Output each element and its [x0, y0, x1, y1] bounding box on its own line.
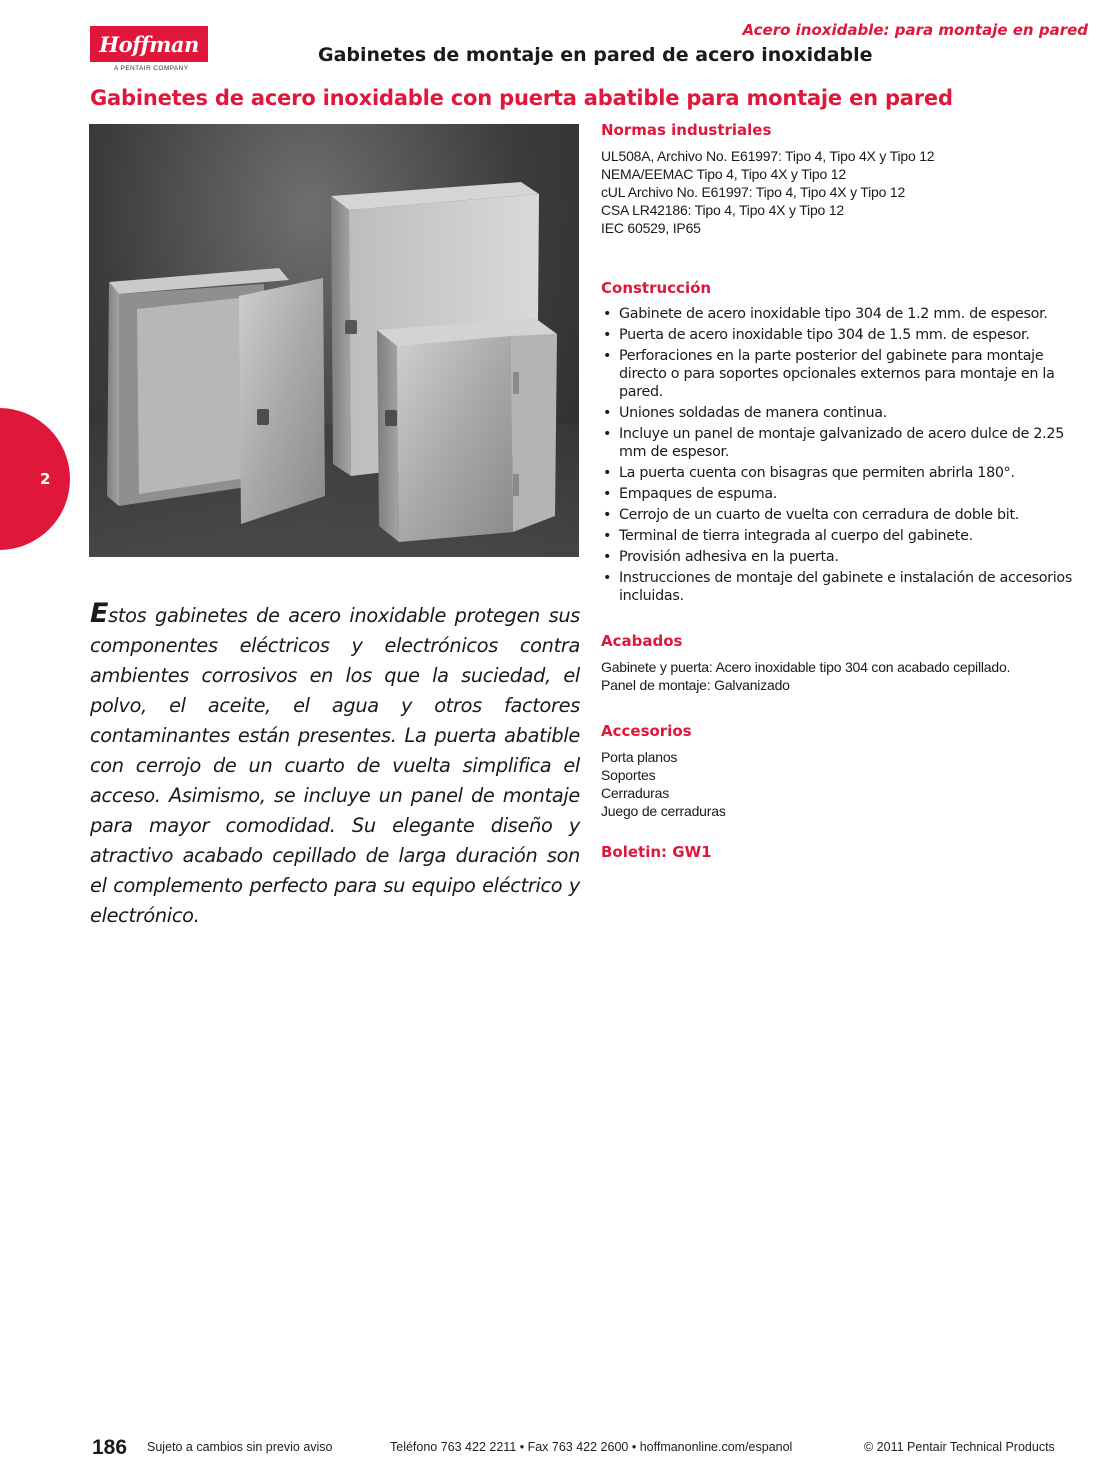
normas-line: cUL Archivo No. E61997: Tipo 4, Tipo 4X y Tipo 12 — [601, 184, 906, 200]
normas-line: IEC 60529, IP65 — [601, 220, 701, 236]
intro-paragraph — [90, 599, 580, 931]
bullet-icon: • — [603, 570, 612, 586]
acabados-line: Gabinete y puerta: Acero inoxidable tipo 304 con acabado cepillado. — [601, 659, 1011, 675]
list-item: • La puerta cuenta con bisagras que permiten abrirla 180°. — [603, 465, 1015, 481]
hoffman-logo — [90, 26, 208, 72]
boletin-section — [601, 843, 1091, 869]
list-item: • Gabinete de acero inoxidable tipo 304 de 1.2 mm. de espesor. — [603, 306, 1048, 322]
construccion-section — [601, 279, 1091, 608]
list-item: • Uniones soldadas de manera continua. — [603, 405, 887, 421]
page-subtitle: Gabinetes de acero inoxidable con puerta abatible para montaje en pared — [90, 86, 953, 110]
accesorios-section — [601, 722, 1091, 820]
chapter-number: 2 — [40, 470, 51, 488]
list-item: • Terminal de tierra integrada al cuerpo del gabinete. — [603, 528, 973, 544]
bullet-icon: • — [603, 327, 612, 343]
accesorios-line: Juego de cerraduras — [601, 803, 726, 819]
acabados-line: Panel de montaje: Galvanizado — [601, 677, 790, 693]
normas-line: UL508A, Archivo No. E61997: Tipo 4, Tipo 4X y Tipo 12 — [601, 148, 935, 164]
normas-section — [601, 121, 1091, 237]
accesorios-line: Soportes — [601, 767, 656, 783]
accesorios-line: Porta planos — [601, 749, 678, 765]
list-item: • Empaques de espuma. — [603, 486, 778, 502]
list-item: • Instrucciones de montaje del gabinete e instalación de accesorios incluidas. — [603, 570, 1073, 604]
bullet-icon: • — [603, 306, 612, 322]
bullet-icon: • — [603, 348, 612, 364]
acabados-section — [601, 632, 1091, 694]
footer-contact: Teléfono 763 422 2211 • Fax 763 422 2600 • hoffmanonline.com/espanol — [390, 1440, 793, 1454]
list-item: • Puerta de acero inoxidable tipo 304 de 1.5 mm. de espesor. — [603, 327, 1030, 343]
list-item: • Cerrojo de un cuarto de vuelta con cerradura de doble bit. — [603, 507, 1020, 523]
accesorios-line: Cerraduras — [601, 785, 670, 801]
product-photo — [89, 124, 579, 557]
normas-line: NEMA/EEMAC Tipo 4, Tipo 4X y Tipo 12 — [601, 166, 846, 182]
acabados-heading: Acabados — [601, 632, 683, 650]
construccion-list — [601, 305, 1091, 605]
accesorios-heading: Accesorios — [601, 722, 692, 740]
bullet-icon: • — [603, 549, 612, 565]
boletin-label: Boletin: GW1 — [601, 843, 712, 861]
list-item: • Perforaciones en la parte posterior del gabinete para montaje directo o para soportes opcionales externos para montaje en la pared. — [603, 348, 1055, 400]
page-number: 186 — [92, 1436, 128, 1459]
logo-wordmark: Hoffman — [90, 26, 208, 62]
bullet-icon: • — [603, 465, 612, 481]
footer-copyright: © 2011 Pentair Technical Products — [864, 1440, 1055, 1454]
construccion-heading: Construcción — [601, 279, 712, 297]
intro-dropcap: E — [90, 598, 109, 629]
enclosures-illustration — [89, 124, 579, 557]
logo-tagline: A PENTAIR COMPANY — [114, 65, 189, 72]
normas-heading: Normas industriales — [601, 121, 772, 139]
list-item: • Provisión adhesiva en la puerta. — [603, 549, 839, 565]
footer-note: Sujeto a cambios sin previo aviso — [147, 1440, 333, 1454]
bullet-icon: • — [603, 507, 612, 523]
section-tag: Acero inoxidable: para montaje en pared — [742, 21, 1088, 39]
list-item: • Incluye un panel de montaje galvanizado de acero dulce de 2.25 mm de espesor. — [603, 426, 1065, 460]
bullet-icon: • — [603, 405, 612, 421]
normas-line: CSA LR42186: Tipo 4, Tipo 4X y Tipo 12 — [601, 202, 845, 218]
chapter-tab — [0, 408, 70, 550]
bullet-icon: • — [603, 528, 612, 544]
intro-text: stos gabinetes de acero inoxidable protegen sus componentes eléctricos y electrónicos contra ambientes corrosivos en los que la suciedad, el polvo, el aceite, el agua y otros factores contaminantes están presentes. La puerta abatible con cerrojo de un cuarto de vuelta simplifica el acceso. Asimismo, se incluye un panel de montaje para mayor comodidad. Su elegante diseño y atractivo acabado cepillado de larga duración son el complemento perfecto para su equipo eléctrico y electrónico. — [90, 604, 580, 927]
bullet-icon: • — [603, 486, 612, 502]
page-title: Gabinetes de montaje en pared de acero inoxidable — [318, 44, 873, 66]
bullet-icon: • — [603, 426, 612, 442]
